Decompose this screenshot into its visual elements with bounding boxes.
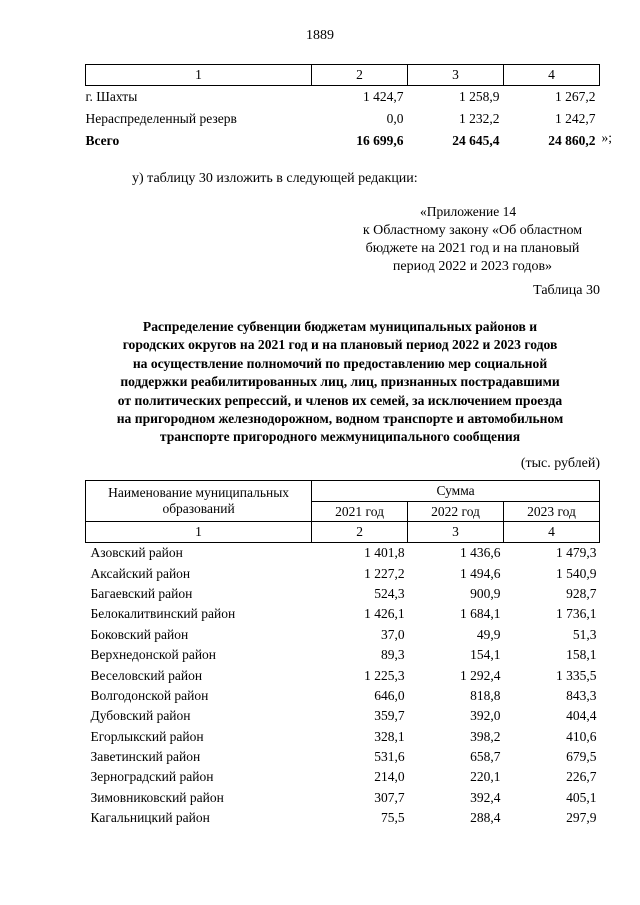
value-2021: 0,0 — [386, 111, 404, 126]
appendix-line: бюджете на 2021 год и на плановый — [365, 241, 580, 256]
table-row — [86, 86, 600, 109]
district-name: Веселовский район — [90, 667, 203, 683]
table-heading — [75, 318, 605, 447]
value-2021: 1 225,3 — [364, 667, 405, 683]
table-row — [86, 727, 600, 747]
table-row — [86, 625, 600, 645]
value-2022: 1 684,1 — [460, 606, 501, 622]
value-2021: 1 401,8 — [364, 545, 405, 561]
heading-line: поддержки реабилитированных лиц, лиц, признанных пострадавшими — [120, 374, 560, 390]
table-row — [86, 767, 600, 787]
col-number-3: 3 — [408, 522, 504, 543]
heading-line: транспорте пригородного межмуниципального сообщения — [159, 429, 521, 445]
value-2021: 646,0 — [374, 687, 405, 703]
table-row — [86, 706, 600, 726]
table-body — [86, 543, 600, 829]
appendix-line: к Областному закону «Об областном — [362, 223, 583, 238]
heading-line: от политических репрессий, и членов их семей, за исключением проезда — [117, 392, 563, 408]
total-2022: 24 645,4 — [452, 133, 500, 148]
col-number-2: 2 — [312, 65, 408, 86]
value-2023: 404,4 — [566, 708, 597, 724]
district-name: Боковский район — [90, 626, 189, 642]
value-2022: 1 258,9 — [459, 89, 500, 104]
value-2023: 1 242,7 — [555, 111, 596, 126]
table-header-row — [86, 65, 600, 86]
value-2021: 1 424,7 — [363, 89, 404, 104]
value-2023: 158,1 — [566, 647, 597, 663]
table-row — [86, 808, 600, 828]
value-2021: 1 426,1 — [364, 606, 405, 622]
value-2023: 1 736,1 — [556, 606, 597, 622]
value-2022: 154,1 — [470, 647, 501, 663]
subvention-table — [85, 480, 600, 828]
header-row-1 — [86, 481, 600, 502]
value-2021: 531,6 — [374, 749, 405, 765]
header-year-2021: 2021 год — [312, 502, 408, 522]
header-name-line: образований — [162, 501, 235, 516]
header-name-cell — [86, 481, 312, 522]
value-2022: 900,9 — [470, 585, 501, 601]
value-2022: 288,4 — [470, 810, 501, 826]
header-name-line: Наименование муниципальных — [108, 485, 290, 500]
value-2022: 818,8 — [470, 687, 501, 703]
row-name: г. Шахты — [85, 89, 138, 104]
value-2023: 51,3 — [572, 626, 597, 642]
value-2022: 392,0 — [470, 708, 501, 724]
value-2021: 1 227,2 — [364, 565, 405, 581]
col-number-1: 1 — [86, 65, 312, 86]
total-2023-cell — [504, 130, 613, 152]
closing-quote: »; — [601, 130, 613, 145]
value-2023: 405,1 — [566, 789, 597, 805]
district-name: Волгодонской район — [90, 687, 209, 703]
col-number-1: 1 — [86, 522, 312, 543]
district-name: Азовский район — [90, 545, 183, 561]
value-2021: 214,0 — [374, 769, 405, 785]
appendix-text — [345, 222, 600, 276]
table-row — [86, 584, 600, 604]
total-2021: 16 699,6 — [356, 133, 404, 148]
row-name: Нераспределенный резерв — [85, 111, 237, 126]
district-name: Дубовский район — [90, 708, 191, 724]
district-name: Аксайский район — [90, 565, 191, 581]
value-2023: 1 540,9 — [556, 565, 597, 581]
total-row — [86, 130, 600, 152]
appendix-line: период 2022 и 2023 годов» — [392, 259, 553, 274]
value-2022: 1 292,4 — [460, 667, 501, 683]
value-2022: 658,7 — [470, 749, 501, 765]
col-number-3: 3 — [408, 65, 504, 86]
district-name: Белокалитвинский район — [90, 606, 236, 622]
district-name: Верхнедонской район — [90, 647, 217, 663]
table-row — [86, 604, 600, 624]
value-2021: 328,1 — [374, 728, 405, 744]
table-row — [86, 788, 600, 808]
total-label: Всего — [85, 133, 120, 148]
value-2023: 679,5 — [566, 749, 597, 765]
value-2023: 1 335,5 — [556, 667, 597, 683]
heading-line: Распределение субвенции бюджетам муниципальных районов и — [142, 319, 538, 334]
page-number: 1889 — [306, 28, 334, 43]
table-row — [86, 747, 600, 767]
value-2021: 37,0 — [380, 626, 405, 642]
district-name: Кагальницкий район — [90, 810, 210, 826]
total-2023: 24 860,2 — [548, 133, 596, 148]
value-2022: 398,2 — [470, 728, 501, 744]
header-year-2023: 2023 год — [504, 502, 600, 522]
col-number-4: 4 — [504, 65, 600, 86]
district-name: Заветинский район — [90, 749, 201, 765]
value-2023: 226,7 — [566, 769, 597, 785]
value-2022: 49,9 — [476, 626, 501, 642]
header-year-2022: 2022 год — [408, 502, 504, 522]
table-row — [86, 686, 600, 706]
table-row — [86, 563, 600, 583]
value-2021: 75,5 — [380, 810, 405, 826]
value-2023: 410,6 — [566, 728, 597, 744]
value-2021: 524,3 — [374, 585, 405, 601]
heading-line: городских округов на 2021 год и на плановый период 2022 и 2023 годов — [122, 337, 558, 353]
value-2022: 1 436,6 — [460, 545, 501, 561]
table-row — [86, 108, 600, 130]
district-name: Зимовниковский район — [90, 789, 224, 805]
col-number-4: 4 — [504, 522, 600, 543]
heading-line: на осуществление полномочий по предоставлению мер социальной — [132, 355, 548, 371]
heading-line: на пригородном железнодорожном, водном транспорте и автомобильном — [116, 411, 564, 427]
value-2021: 89,3 — [380, 647, 405, 663]
instruction-text: у) таблицу 30 изложить в следующей редакции: — [132, 171, 418, 186]
table-row — [86, 665, 600, 685]
col-number-2: 2 — [312, 522, 408, 543]
table-row — [86, 645, 600, 665]
header-row-numbers — [86, 522, 600, 543]
header-sum: Сумма — [312, 481, 600, 502]
district-name: Багаевский район — [90, 585, 193, 601]
district-name: Зерноградский район — [90, 769, 214, 785]
value-2023: 1 479,3 — [556, 545, 597, 561]
table-number: Таблица 30 — [533, 283, 600, 298]
value-2022: 392,4 — [470, 789, 501, 805]
table-row — [86, 543, 600, 564]
value-2022: 1 232,2 — [459, 111, 500, 126]
appendix-title: «Приложение 14 — [420, 204, 517, 219]
units-label: (тыс. рублей) — [520, 456, 600, 471]
value-2021: 307,7 — [374, 789, 405, 805]
value-2023: 297,9 — [566, 810, 597, 826]
value-2022: 1 494,6 — [460, 565, 501, 581]
value-2023: 1 267,2 — [555, 89, 596, 104]
value-2023: 843,3 — [566, 687, 597, 703]
continuation-table — [85, 64, 613, 152]
value-2022: 220,1 — [470, 769, 501, 785]
district-name: Егорлыкский район — [90, 728, 204, 744]
value-2021: 359,7 — [374, 708, 405, 724]
value-2023: 928,7 — [566, 585, 597, 601]
